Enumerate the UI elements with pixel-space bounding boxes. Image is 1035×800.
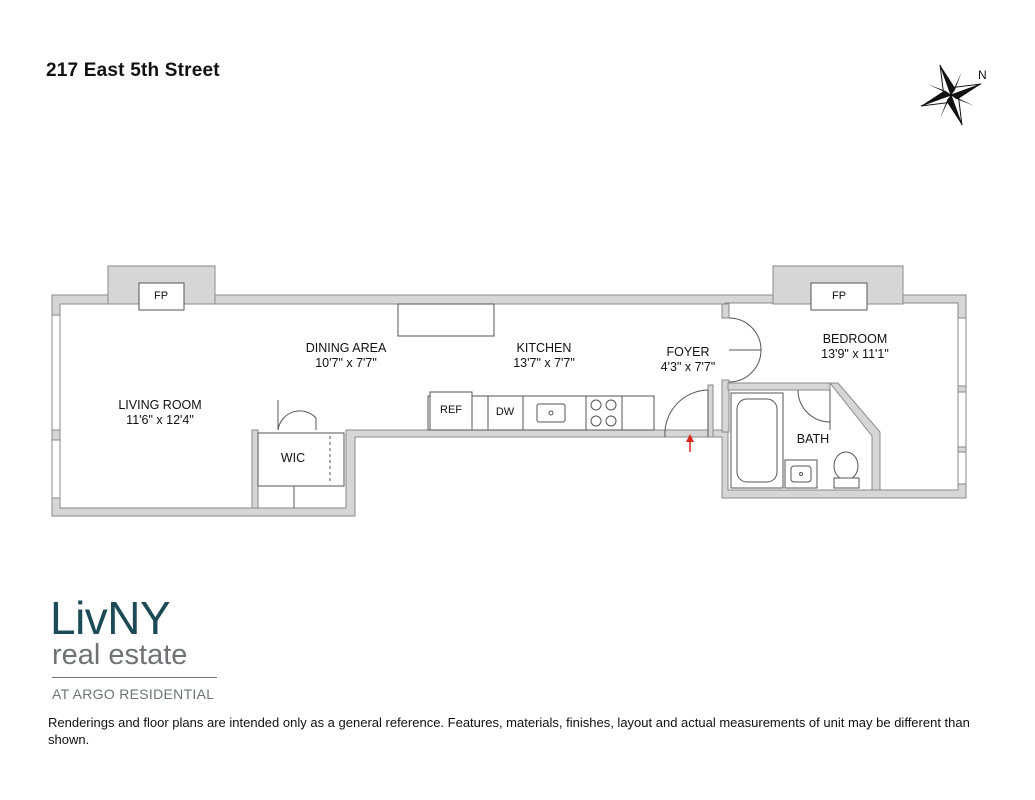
- room-living: [118, 398, 201, 428]
- room-living-dims: 11'6" x 12'4": [126, 413, 194, 427]
- room-dining-dims: 10'7" x 7'7": [315, 356, 377, 370]
- room-living-name: LIVING ROOM: [118, 398, 202, 412]
- fireplace-left-label: FP: [153, 290, 169, 302]
- brand-divider: [52, 677, 217, 678]
- refrigerator-label: REF: [440, 404, 462, 416]
- compass-north-label: N: [978, 68, 987, 82]
- bathtub: [731, 393, 783, 488]
- room-foyer-name: FOYER: [666, 345, 710, 359]
- room-bedroom-name: BEDROOM: [822, 332, 888, 346]
- room-kitchen: [513, 341, 575, 371]
- toilet: [834, 452, 859, 488]
- room-kitchen-name: KITCHEN: [516, 341, 572, 355]
- bath-sink: [785, 460, 817, 488]
- room-bedroom-dims: 13'9" x 11'1": [821, 347, 889, 361]
- bath-door: [798, 390, 830, 430]
- room-foyer-dims: 4'3" x 7'7": [660, 360, 716, 374]
- fireplace-right-label: FP: [831, 290, 847, 302]
- closet-doors: [729, 318, 761, 382]
- room-foyer: [661, 345, 716, 375]
- room-dining: [306, 341, 387, 371]
- room-kitchen-dims: 13'7" x 7'7": [513, 356, 575, 370]
- kitchen-upper-cabinet: [398, 304, 494, 336]
- dishwasher-label: DW: [495, 406, 515, 418]
- page-title: 217 East 5th Street: [46, 60, 220, 81]
- room-bedroom: [821, 332, 889, 362]
- room-bath-name: BATH: [796, 432, 830, 446]
- brand-logo-subtitle: real estate: [52, 639, 188, 671]
- disclaimer-text: Renderings and floor plans are intended only as a general reference. Features, materials, finishes, layout and actual measurements of unit may be different than shown.: [48, 715, 970, 747]
- room-wic: [281, 451, 305, 466]
- brand-logo-name: LivNY: [50, 592, 171, 644]
- room-bath: [797, 432, 829, 447]
- room-wic-name: WIC: [280, 451, 306, 465]
- brand-tagline: AT ARGO RESIDENTIAL: [52, 686, 215, 702]
- room-dining-name: DINING AREA: [305, 341, 387, 355]
